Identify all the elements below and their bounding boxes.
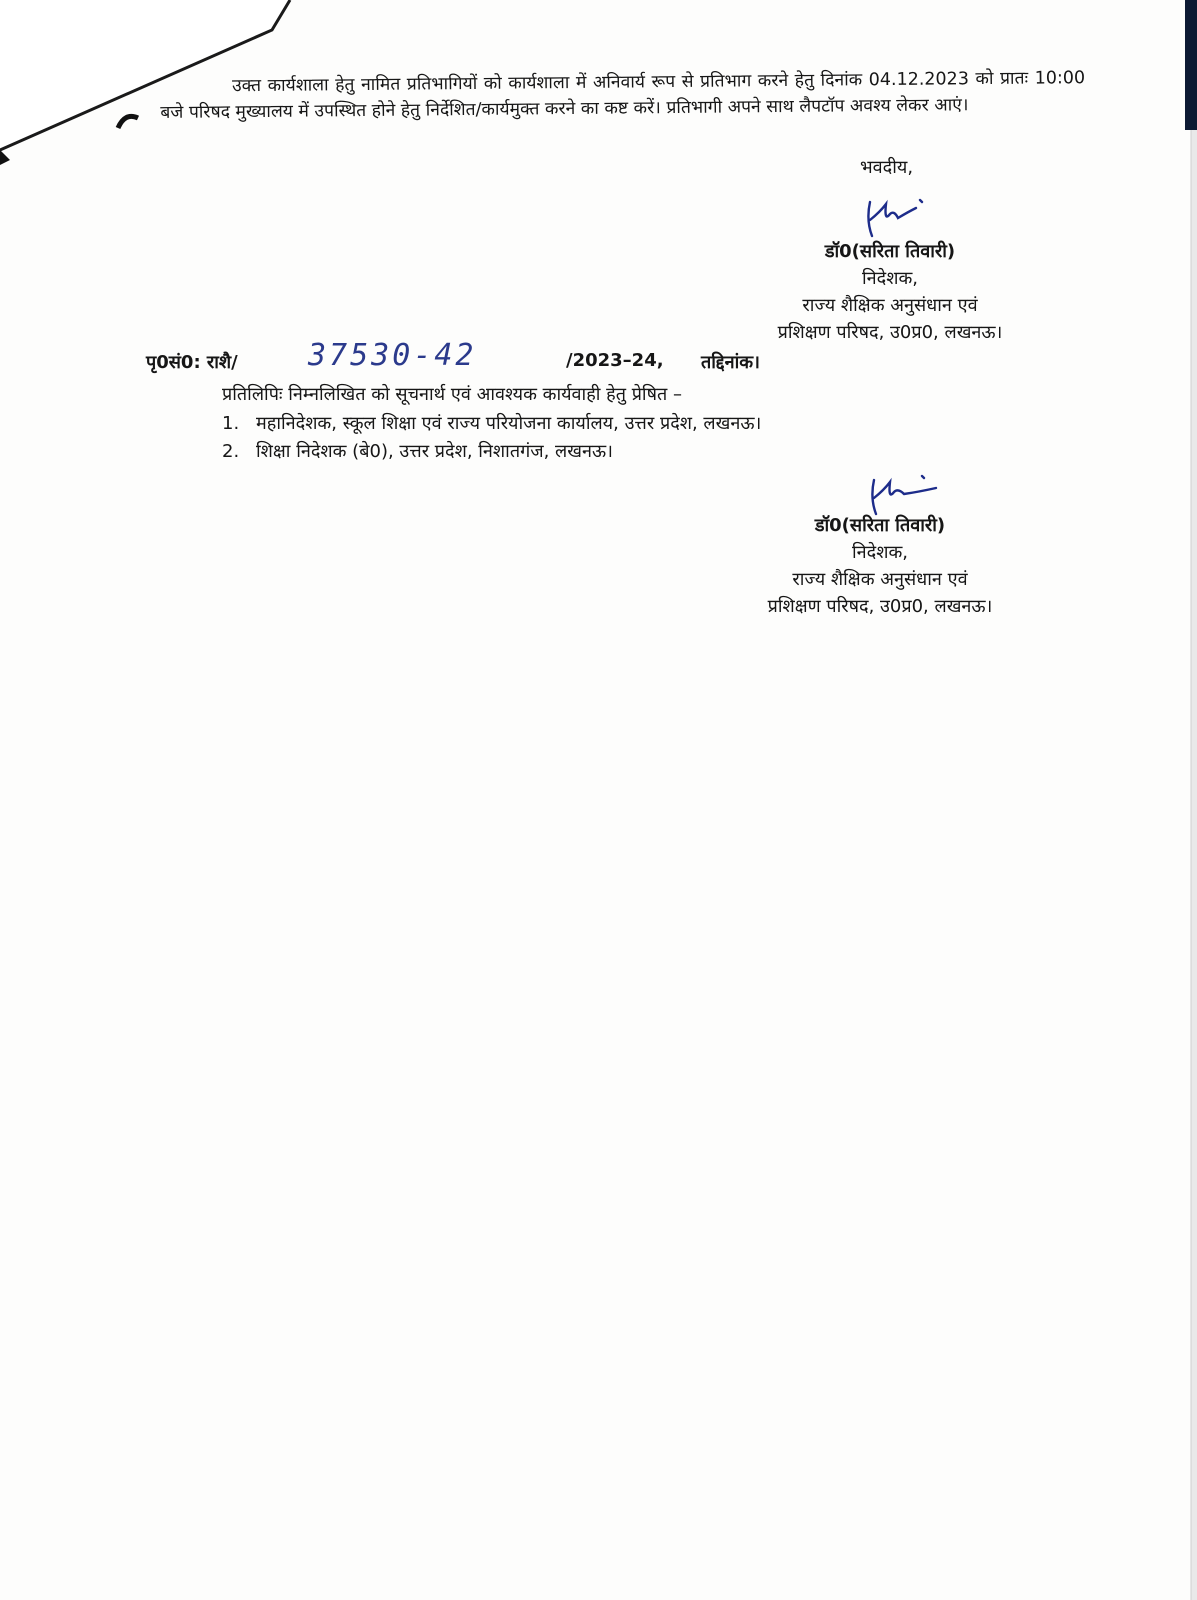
reference-prefix: पृ0सं0: राशै/ — [146, 352, 238, 373]
list-item — [222, 438, 761, 466]
list-item-text: महानिदेशक, स्कूल शिक्षा एवं राज्य परियोजना कार्यालय, उत्तर प्रदेश, लखनऊ। — [256, 413, 762, 434]
signatory-name: डॉ0(सरिता तिवारी) — [824, 241, 956, 262]
closing-salutation: भवदीय, — [860, 157, 914, 178]
list-item — [222, 410, 761, 438]
signatory-org-line1: राज्य शैक्षिक अनुसंधान एवं — [802, 295, 978, 316]
reference-year: /2023–24, — [566, 350, 664, 371]
handwritten-signature — [858, 192, 948, 242]
list-item-text: शिक्षा निदेशक (बे0), उत्तर प्रदेश, निशातगंज, लखनऊ। — [256, 441, 613, 462]
punch-hole-mark — [118, 116, 138, 128]
signatory-org-line1: राज्य शैक्षिक अनुसंधान एवं — [792, 569, 968, 590]
signatory-org-line2: प्रशिक्षण परिषद, उ0प्र0, लखनऊ। — [767, 596, 993, 617]
reference-dated: तद्दिनांक। — [701, 352, 760, 373]
signature-block-copy — [690, 512, 1070, 620]
signatory-name: डॉ0(सरिता तिवारी) — [814, 515, 946, 536]
copy-to-intro: प्रतिलिपिः निम्नलिखित को सूचनार्थ एवं आवश्यक कार्यवाही हेतु प्रेषित – — [222, 384, 682, 405]
reference-number-handwritten: 37530-42 — [308, 338, 477, 373]
list-item-number: 2. — [222, 441, 240, 462]
scan-edge — [1173, 0, 1197, 1600]
list-item-number: 1. — [222, 413, 240, 434]
signatory-org-line2: प्रशिक्षण परिषद, उ0प्र0, लखनऊ। — [777, 322, 1003, 343]
body-paragraph: उक्त कार्यशाला हेतु नामित प्रतिभागियों को कार्यशाला में अनिवार्य रूप से प्रतिभाग करने हेतु दिनांक 04.12.2023 को प्रातः 10:00 बजे परिषद मुख्यालय में उपस्थित होने हेतु निर्देशित/कार्यमुक्त करने का कष्ट करें। प्रतिभागी अपने साथ लैपटॉप अवश्य लेकर आएं। — [160, 68, 1086, 123]
signature-block — [700, 238, 1080, 346]
copy-to-list — [222, 410, 761, 466]
signatory-designation: निदेशक, — [852, 542, 908, 563]
signatory-designation: निदेशक, — [862, 268, 918, 289]
